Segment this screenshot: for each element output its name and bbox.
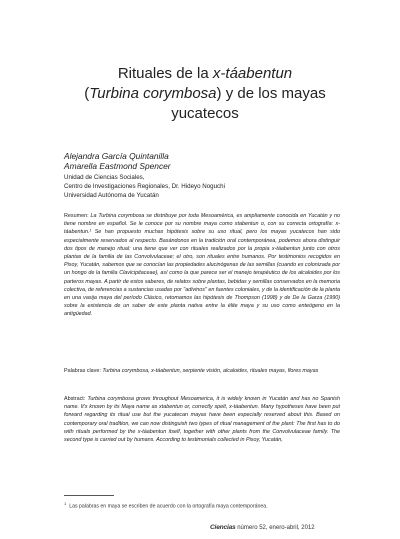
title-line-1 — [50, 64, 360, 84]
abstract-english — [64, 395, 340, 444]
title-text: Rituales de la — [117, 65, 213, 82]
footnote-text: Las palabras en maya se escriben de acuerdo con la ortografía maya contemporánea. — [69, 503, 268, 510]
keywords-label: Palabras clave: — [64, 368, 101, 374]
journal-logo: Ciencias — [210, 524, 236, 531]
footnote-divider — [64, 495, 114, 496]
abstract-spanish — [64, 212, 340, 319]
title-text: ) y de los mayas — [216, 85, 326, 102]
keywords-spanish — [64, 367, 340, 375]
keywords-text: Turbina corymbosa, x-táabentun, serpiente visión, alcaloides, rituales mayas, flores mayas — [102, 368, 319, 374]
affiliation-line: Unidad de Ciencias Sociales, — [64, 174, 145, 181]
abstract-label: Abstract: — [64, 396, 86, 402]
footnote — [64, 500, 344, 511]
author-name: Amarella Eastmond Spencer — [64, 161, 171, 171]
abstract-text: La Turbina corymbosa se distribuye por toda Mesoamérica, es ampliamente conocida en Yucatán y no tiene nombre en español. Se le conoce por su nombre maya como xtabentun o, con su correcta ortografía: x-táabentun.¹ Se han propuesto muchas hipótesis sobre su uso ritual, pero los mayas yucatecos han sido especialmente reservados al respecto. Basándonos en la tradición oral contemporánea, podemos ahora distinguir dos tipos de manejo ritual: una tiene que ver con rituales realizados por la propia x-táabentun junto con otros plantas de la familia de las Convolvulaceae; el otro, son rituales entre humanos. Por testimonios recogidos en Pisoy, Yucatán, sabemos que se conocían las propiedades alucinógenas de las semillas (cuando es colonizada por un hongo de la familia Clavicipitaceae), así como la que parece ser el manejo terapéutico de los alcaloides por los parteros mayas. A partir de estos saberes, de relatos sobre plantas, bebidas y semillas conservados en la memoria colectiva, de referencias a sustancias usadas por "adivinos" en fuentes coloniales, y de la identificación de la planta en una vasija maya del período Clásico, retomamos las hipótesis de Thompson (1998) y de De la Garza (1990) sobre la existencia de un saber de este planta nativa entre la élite maya y su uso como enteógeno en la antigüedad. — [64, 213, 340, 318]
title-line-2 — [50, 84, 360, 104]
affiliation-line: Centro de Investigaciones Regionales, Dr. Hideyo Noguchi — [64, 183, 225, 191]
abstract-label: Resumen: — [64, 213, 89, 219]
issue-info: número 52, enero-abril, 2012 — [237, 525, 315, 531]
title-paren: ( — [84, 85, 90, 102]
abstract-text: Turbina corymbosa grows throughout Mesoamerica, it is widely known in Yucatán and has no Spanish name. It's known by its Maya name as xtabentun or, correctly spelt, x-táabentun. Many hypotheses have been put forward regarding its ritual use but the yucatecan mayas have been especially reserved about this. Based on contemporary oral tradition, we can now distinguish two types of ritual management of the plant: The first has to do with rituals performed by the x-táabentun itself, together with other plants from the Convolvulaceae family. The second type is carried out by humans. According to testimonials collected in Pisoy, Yucatán, — [64, 396, 340, 444]
footnote-marker: 1 — [64, 501, 67, 506]
page-footer — [210, 523, 370, 533]
affiliation-block — [64, 173, 354, 201]
title-species-name: Turbina corymbosa — [89, 85, 217, 102]
author-name: Alejandra García Quintanilla — [64, 151, 169, 161]
affiliation-line: Universidad Autónoma de Yucatán — [64, 192, 159, 200]
title-italic-term: x-táabentun — [212, 65, 293, 82]
article-title — [50, 64, 360, 124]
author-list — [64, 151, 344, 171]
title-line-3: yucatecos — [171, 105, 239, 122]
